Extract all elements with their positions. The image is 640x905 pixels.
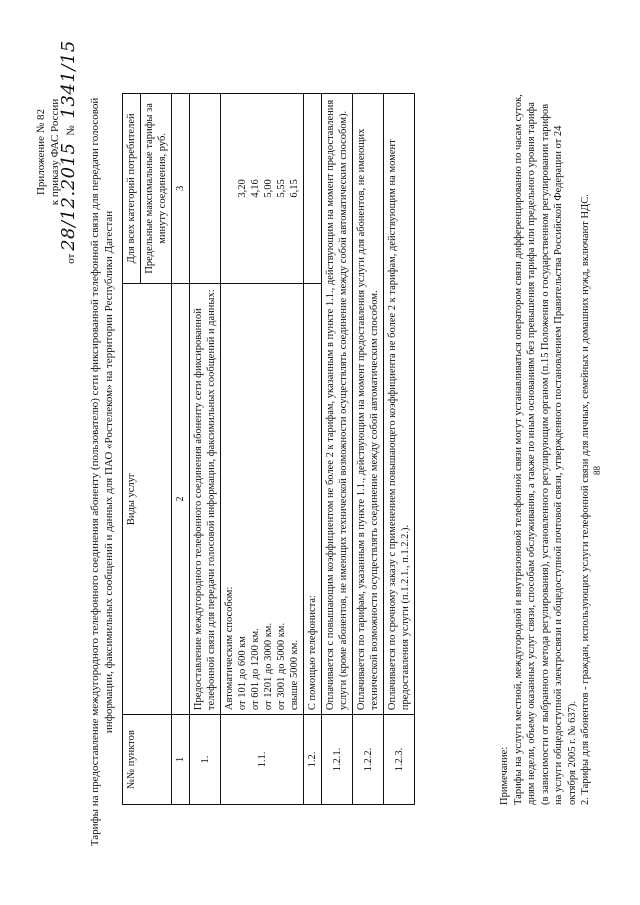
row-text: Предоставление междугородного телефонного соединения абоненту сети фиксированной телефонной связи для передачи голосовой информации, факсимильных сообщений и данных: — [190, 283, 221, 714]
price-value: 6,15 — [289, 179, 300, 198]
distance-label: от 101 до 600 км — [237, 636, 248, 711]
col-header-services: Виды услуг — [123, 283, 172, 714]
col-header-consumers: Для всех категорий потребителей — [123, 94, 141, 284]
order-line: к приказу ФАС России — [49, 98, 61, 206]
row-text — [221, 283, 304, 714]
row-number: 1. — [190, 715, 221, 805]
row-text: Оплачивается с повышающим коэффициентом не более 2 к тарифам, указанным в пункте 1.1., действующим на момент предоставления услуги (кроме абонентов, не имеющих технической возможности осуществлять соединение между собой автоматическим способом). — [322, 94, 353, 715]
table-row — [190, 94, 221, 805]
auto-method-label: Автоматическим способом: — [224, 586, 235, 711]
row-text: Оплачивается по срочному заказу с применением повышающего коэффициента не более 2 к тарифам, действующим на момент предоставления услуги (п.1.2.1., п.1.2.2.). — [384, 94, 415, 715]
row-number: 1.2.2. — [353, 715, 384, 805]
note-heading: Примечание: — [499, 746, 510, 805]
table-row — [384, 94, 415, 805]
row-text: Оплачивается по тарифам, указанным в пункте 1.1., действующим на момент предоставления услуги для абонентов, не имеющих технической возможности осуществлять соединение между собой автоматическим способом. — [353, 94, 384, 715]
table-row — [304, 94, 322, 805]
row-value — [304, 94, 322, 284]
table-row — [221, 94, 304, 805]
index-cell: 2 — [172, 283, 190, 714]
note-paragraph-2: 2. Тарифы для абонентов - граждан, использующих услуги телефонной связи для личных, семейных и домашних нужд, включают НДС. — [580, 194, 591, 805]
row-number: 1.2.1. — [322, 715, 353, 805]
tariff-table — [122, 93, 415, 805]
price-value: 4,16 — [250, 179, 261, 198]
col-header-tariff: Предельные максимальные тарифы за минуту соединения, руб. — [141, 94, 172, 284]
note-section — [498, 93, 593, 805]
note-paragraph-1: Тарифы на услуги местной, междугородной и внутризоновой телефонной связи могут устанавливаться оператором связи дифференцированно по часам суток, дням недели, объему оказанных услуг связи, способам обслуживания, а также по иным основаниям без превышения тарифа или предельного уровня тарифа (в зависимости от выбранного метода регулирования), установленного регулирующим органом (п.15 Положения о государственном регулировании тарифов на услуги общедоступной электросвязи и общедоступной почтовой связи, утвержденного постановлением Правительства Российской Федерации от 24 октября 2005 г. № 637). — [512, 94, 578, 805]
index-cell: 1 — [172, 715, 190, 805]
handwritten-number: 1341/15 — [58, 40, 79, 119]
distance-label: от 1201 до 3000 км. — [263, 622, 274, 711]
appendix-number: Приложение № 82 — [35, 108, 47, 196]
table-row — [322, 94, 353, 805]
price-value: 5,00 — [263, 179, 274, 198]
row-number: 1.1. — [221, 715, 304, 805]
distance-label: свыше 5000 км. — [289, 640, 300, 711]
price-list — [221, 94, 304, 284]
price-value: 5,55 — [276, 179, 287, 198]
document-title: Тарифы на предоставление междугородного телефонного соединения абоненту (пользователю) сети фиксированной телефонной связи для передачи голосовой информации, факсимильных сообщений и данных для ПАО «Ростелеком» на территории Республики Дагестан — [89, 97, 115, 847]
handwritten-date: 28/12.2015 — [58, 142, 79, 251]
page-number: 88 — [592, 466, 602, 475]
row-text: С помощью телефониста: — [304, 283, 322, 714]
price-value: 3,20 — [237, 179, 248, 198]
date-prefix: от — [65, 253, 77, 264]
distance-label: от 601 до 1200 км. — [250, 628, 261, 711]
row-number: 1.2.3. — [384, 715, 415, 805]
order-date-line — [58, 22, 79, 282]
table-row — [353, 94, 384, 805]
appendix-header — [34, 22, 78, 282]
col-header-number: №№ пунктов — [123, 715, 172, 805]
distance-label: от 3001 до 5000 км. — [276, 622, 287, 711]
row-value — [190, 94, 221, 284]
index-cell: 3 — [172, 94, 190, 284]
row-number: 1.2. — [304, 715, 322, 805]
number-label: № — [65, 125, 77, 136]
